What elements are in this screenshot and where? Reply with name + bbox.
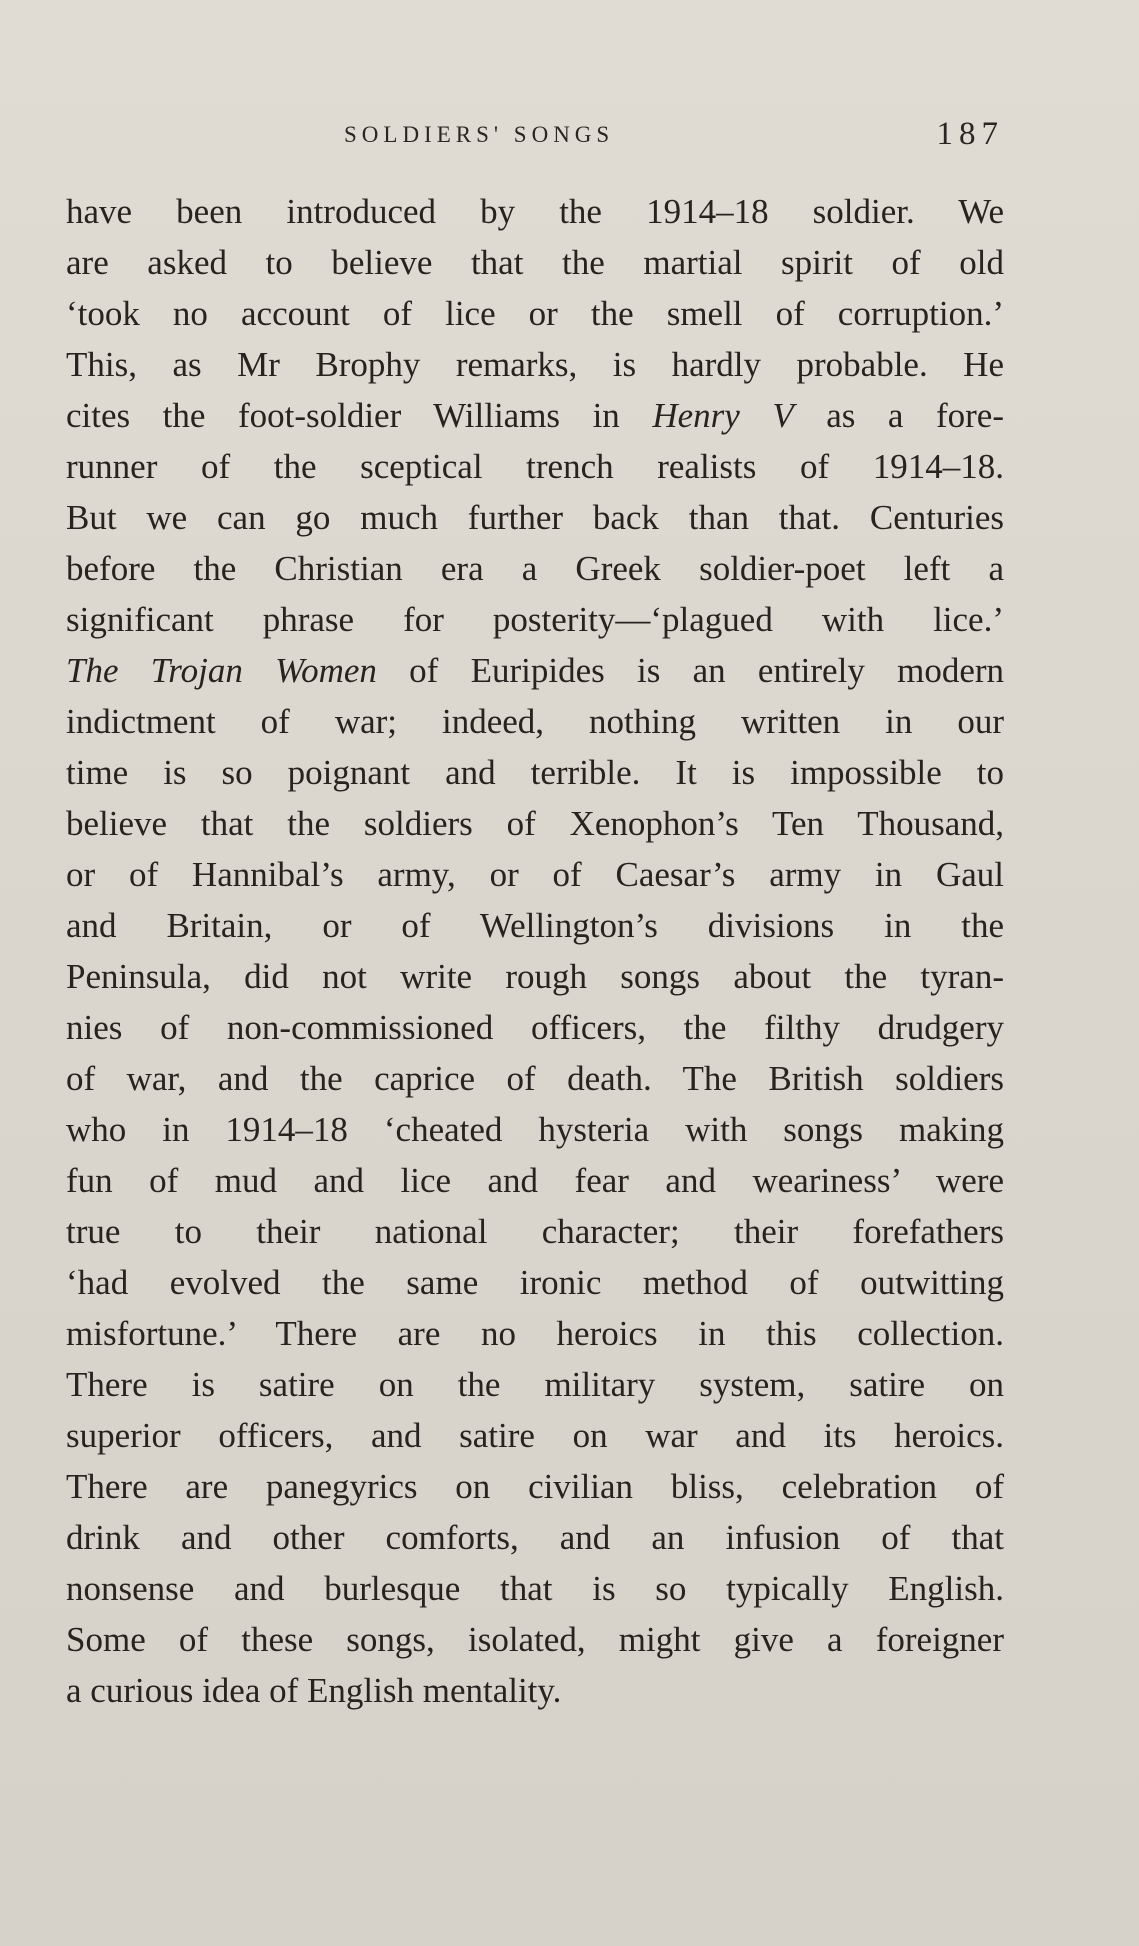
text-line: There is satire on the military system, satire on bbox=[66, 1365, 1004, 1404]
text-line: a curious idea of English mentality. bbox=[66, 1671, 562, 1710]
text-line: This, as Mr Brophy remarks, is hardly probable. He bbox=[66, 345, 1004, 384]
text-line: nonsense and burlesque that is so typically English. bbox=[66, 1569, 1004, 1608]
text-line: misfortune.’ There are no heroics in this collection. bbox=[66, 1314, 1004, 1353]
text-line: drink and other comforts, and an infusion of that bbox=[66, 1518, 1004, 1557]
running-head-title: SOLDIERS' SONGS bbox=[344, 122, 615, 147]
text-line: cites the foot-soldier Williams in Henry V as a fore- bbox=[66, 396, 1004, 435]
text-line: Peninsula, did not write rough songs about the tyran- bbox=[66, 957, 1004, 996]
text-line: But we can go much further back than that. Centuries bbox=[66, 498, 1004, 537]
text-line: are asked to believe that the martial spirit of old bbox=[66, 243, 1004, 282]
page-number: 187 bbox=[936, 116, 1004, 152]
text-line: have been introduced by the 1914–18 soldier. We bbox=[66, 192, 1004, 231]
text-line: and Britain, or of Wellington’s divisions in the bbox=[66, 906, 1004, 945]
running-head bbox=[344, 116, 1004, 158]
text-line: superior officers, and satire on war and its heroics. bbox=[66, 1416, 1004, 1455]
text-line: Some of these songs, isolated, might give a foreigner bbox=[66, 1620, 1004, 1659]
body-paragraph bbox=[66, 186, 1004, 1716]
text-line: ‘took no account of lice or the smell of corruption.’ bbox=[66, 294, 1004, 333]
italic-title: Henry V bbox=[652, 396, 794, 435]
text-line: of war, and the caprice of death. The British soldiers bbox=[66, 1059, 1004, 1098]
text-line: true to their national character; their forefathers bbox=[66, 1212, 1004, 1251]
text-line: time is so poignant and terrible. It is impossible to bbox=[66, 753, 1004, 792]
text-line: nies of non-commissioned officers, the filthy drudgery bbox=[66, 1008, 1004, 1047]
text-line: who in 1914–18 ‘cheated hysteria with songs making bbox=[66, 1110, 1004, 1149]
text-line: believe that the soldiers of Xenophon’s Ten Thousand, bbox=[66, 804, 1004, 843]
text-line: significant phrase for posterity—‘plagued with lice.’ bbox=[66, 600, 1004, 639]
text-line: fun of mud and lice and fear and weariness’ were bbox=[66, 1161, 1004, 1200]
text-line: before the Christian era a Greek soldier-poet left a bbox=[66, 549, 1004, 588]
text-line: ‘had evolved the same ironic method of outwitting bbox=[66, 1263, 1004, 1302]
text-line: The Trojan Women of Euripides is an entirely modern bbox=[66, 651, 1005, 690]
text-line: indictment of war; indeed, nothing written in our bbox=[66, 702, 1004, 741]
italic-title: The Trojan Women bbox=[66, 651, 377, 690]
text-line: There are panegyrics on civilian bliss, celebration of bbox=[66, 1467, 1004, 1506]
text-line: or of Hannibal’s army, or of Caesar’s army in Gaul bbox=[66, 855, 1004, 894]
text-line: runner of the sceptical trench realists of 1914–18. bbox=[66, 447, 1004, 486]
